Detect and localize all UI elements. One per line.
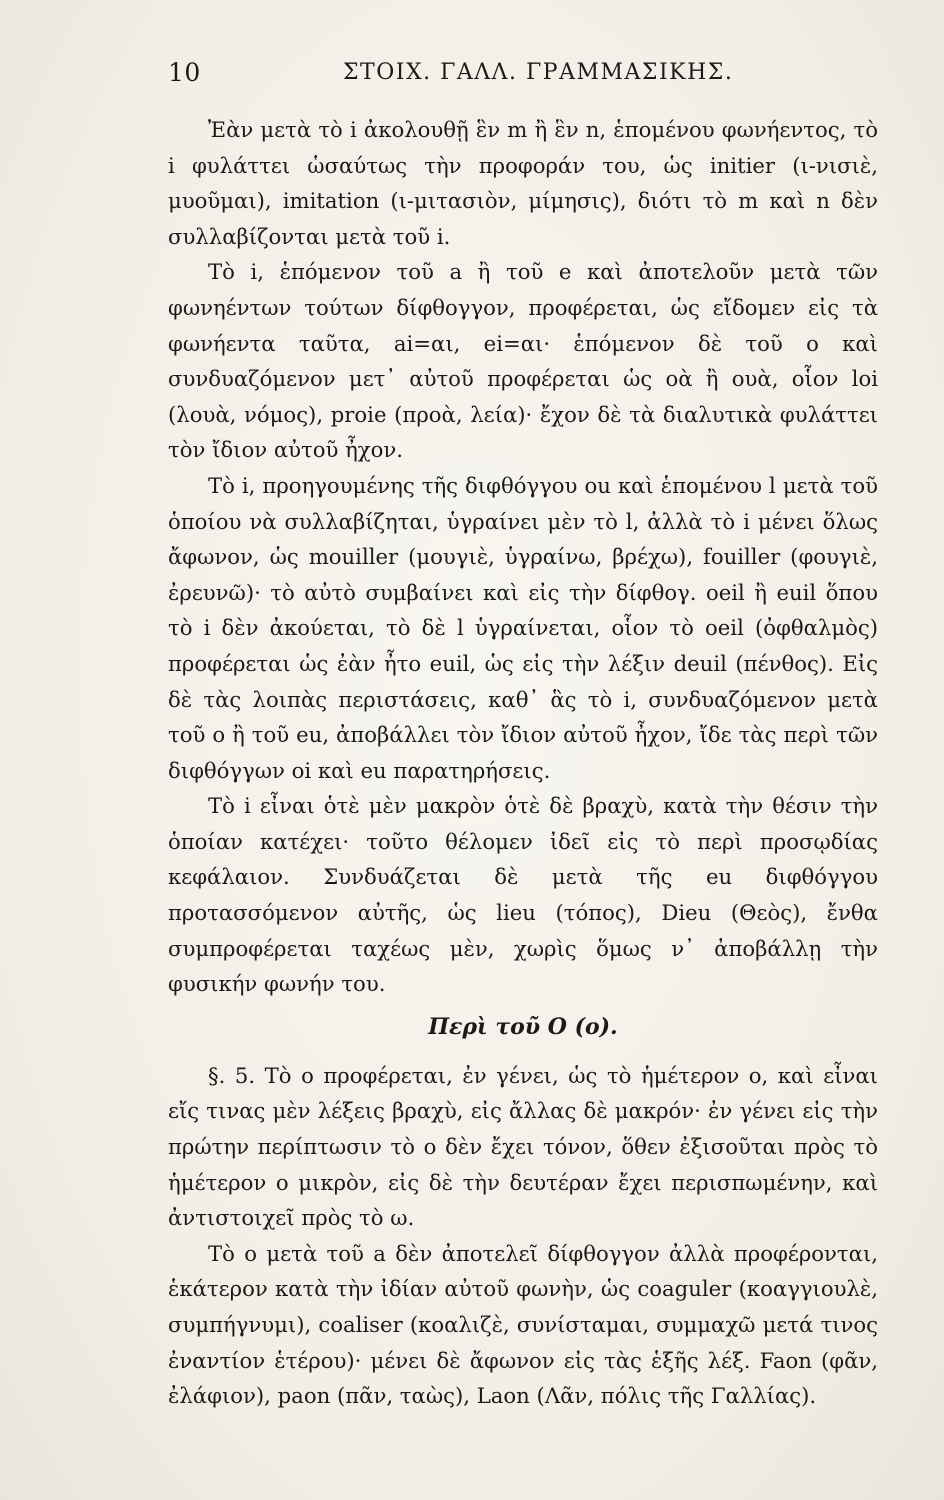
running-head: ΣΤΟΙΧ. ΓΑΛΛ. ΓΡΑΜΜΑΣΙΚΗΣ. (343, 60, 734, 85)
page-header (168, 58, 866, 92)
paragraph: Ἐὰν μετὰ τὸ i ἀκολουθῇ ἓν m ἢ ἓν n, ἑπομένου φωνήεντος, τὸ i φυλάττει ὡσαύτως τὴν προφοράν του, ὡς initier (ι-νισιὲ, μυοῦμαι), imitation (ι-μιτασιὸν, μίμησις), διότι τὸ m καὶ n δὲν συλλαβίζονται μετὰ τοῦ i. (168, 117, 878, 249)
paragraph: Τὸ i, ἑπόμενον τοῦ a ἢ τοῦ e καὶ ἀποτελοῦν μετὰ τῶν φωνηέντων τούτων δίφθογγον, προφέρεται, ὡς εἴδομεν εἰς τὰ φωνήεντα ταῦτα, ai=αι, ei=αι· ἑπόμενον δὲ τοῦ o καὶ συνδυαζόμενον μετ᾽ αὐτοῦ προφέρεται ὡς οὰ ἢ ουὰ, οἷον loi (λουὰ, νόμος), proie (προὰ, λεία)· ἔχον δὲ τὰ διαλυτικὰ φυλάττει τὸν ἴδιον αὐτοῦ ἦχον. (168, 259, 878, 463)
section-heading: Περὶ τοῦ O (ο). (428, 1013, 618, 1040)
page-number: 10 (168, 58, 201, 87)
paragraph: Τὸ o μετὰ τοῦ a δὲν ἀποτελεῖ δίφθογγον ἀλλὰ προφέρονται, ἑκάτερον κατὰ τὴν ἰδίαν αὐτοῦ φωνὴν, ὡς coaguler (κοαγγιουλὲ, συμπήγνυμι), coaliser (κοαλιζὲ, συνίσταμαι, συμμαχῶ μετά τινος ἐναντίον ἑτέρου)· μένει δὲ ἄφωνον εἰς τὰς ἑξῆς λέξ. Faon (φᾶν, ἐλάφιον), paon (πᾶν, ταὼς), Laon (Λᾶν, πόλις τῆς Γαλλίας). (168, 1240, 878, 1409)
paragraph: Τὸ i εἶναι ὁτὲ μὲν μακρὸν ὁτὲ δὲ βραχὺ, κατὰ τὴν θέσιν τὴν ὁποίαν κατέχει· τοῦτο θέλομεν ἰδεῖ εἰς τὸ περὶ προσῳδίας κεφάλαιον. Συνδυάζεται δὲ μετὰ τῆς eu διφθόγγου προτασσόμενον αὐτῆς, ὡς lieu (τόπος), Dieu (Θεὸς), ἔνθα συμπροφέρεται ταχέως μὲν, χωρὶς ὅμως ν᾽ ἀποβάλλῃ τὴν φυσικήν φωνήν του. (168, 793, 878, 997)
page-body (168, 112, 878, 1414)
paragraph: Τὸ i, προηγουμένης τῆς διφθόγγου ou καὶ ἑπομένου l μετὰ τοῦ ὁποίου νὰ συλλαβίζηται, ὑγραίνει μὲν τὸ l, ἀλλὰ τὸ i μένει ὅλως ἄφωνον, ὡς mouiller (μουγιὲ, ὑγραίνω, βρέχω), fouiller (φουγιὲ, ἐρευνῶ)· τὸ αὐτὸ συμβαίνει καὶ εἰς τὴν δίφθογ. oeil ἢ euil ὅπου τὸ i δὲν ἀκούεται, τὸ δὲ l ὑγραίνεται, οἷον τὸ oeil (ὀφθαλμὸς) προφέρεται ὡς ἐὰν ἦτο euil, ὡς εἰς τὴν λέξιν deuil (πένθος). Εἰς δὲ τὰς λοιπὰς περιστάσεις, καθ᾽ ἃς τὸ i, συνδυαζόμενον μετὰ τοῦ o ἢ τοῦ eu, ἀποβάλλει τὸν ἴδιον αὐτοῦ ἦχον, ἴδε τὰς περὶ τῶν διφθόγγων oi καὶ eu παρατηρήσεις. (168, 472, 878, 783)
paragraph: §. 5. Τὸ o προφέρεται, ἐν γένει, ὡς τὸ ἡμέτερον ο, καὶ εἶναι εἴς τινας μὲν λέξεις βραχὺ, εἰς ἄλλας δὲ μακρόν· ἐν γένει εἰς τὴν πρώτην περίπτωσιν τὸ o δὲν ἔχει τόνον, ὅθεν ἐξισοῦται πρὸς τὸ ἡμέτερον o μικρὸν, εἰς δὲ τὴν δευτέραν ἔχει περισπωμένην, καὶ ἀντιστοιχεῖ πρὸς τὸ ω. (168, 1062, 878, 1231)
